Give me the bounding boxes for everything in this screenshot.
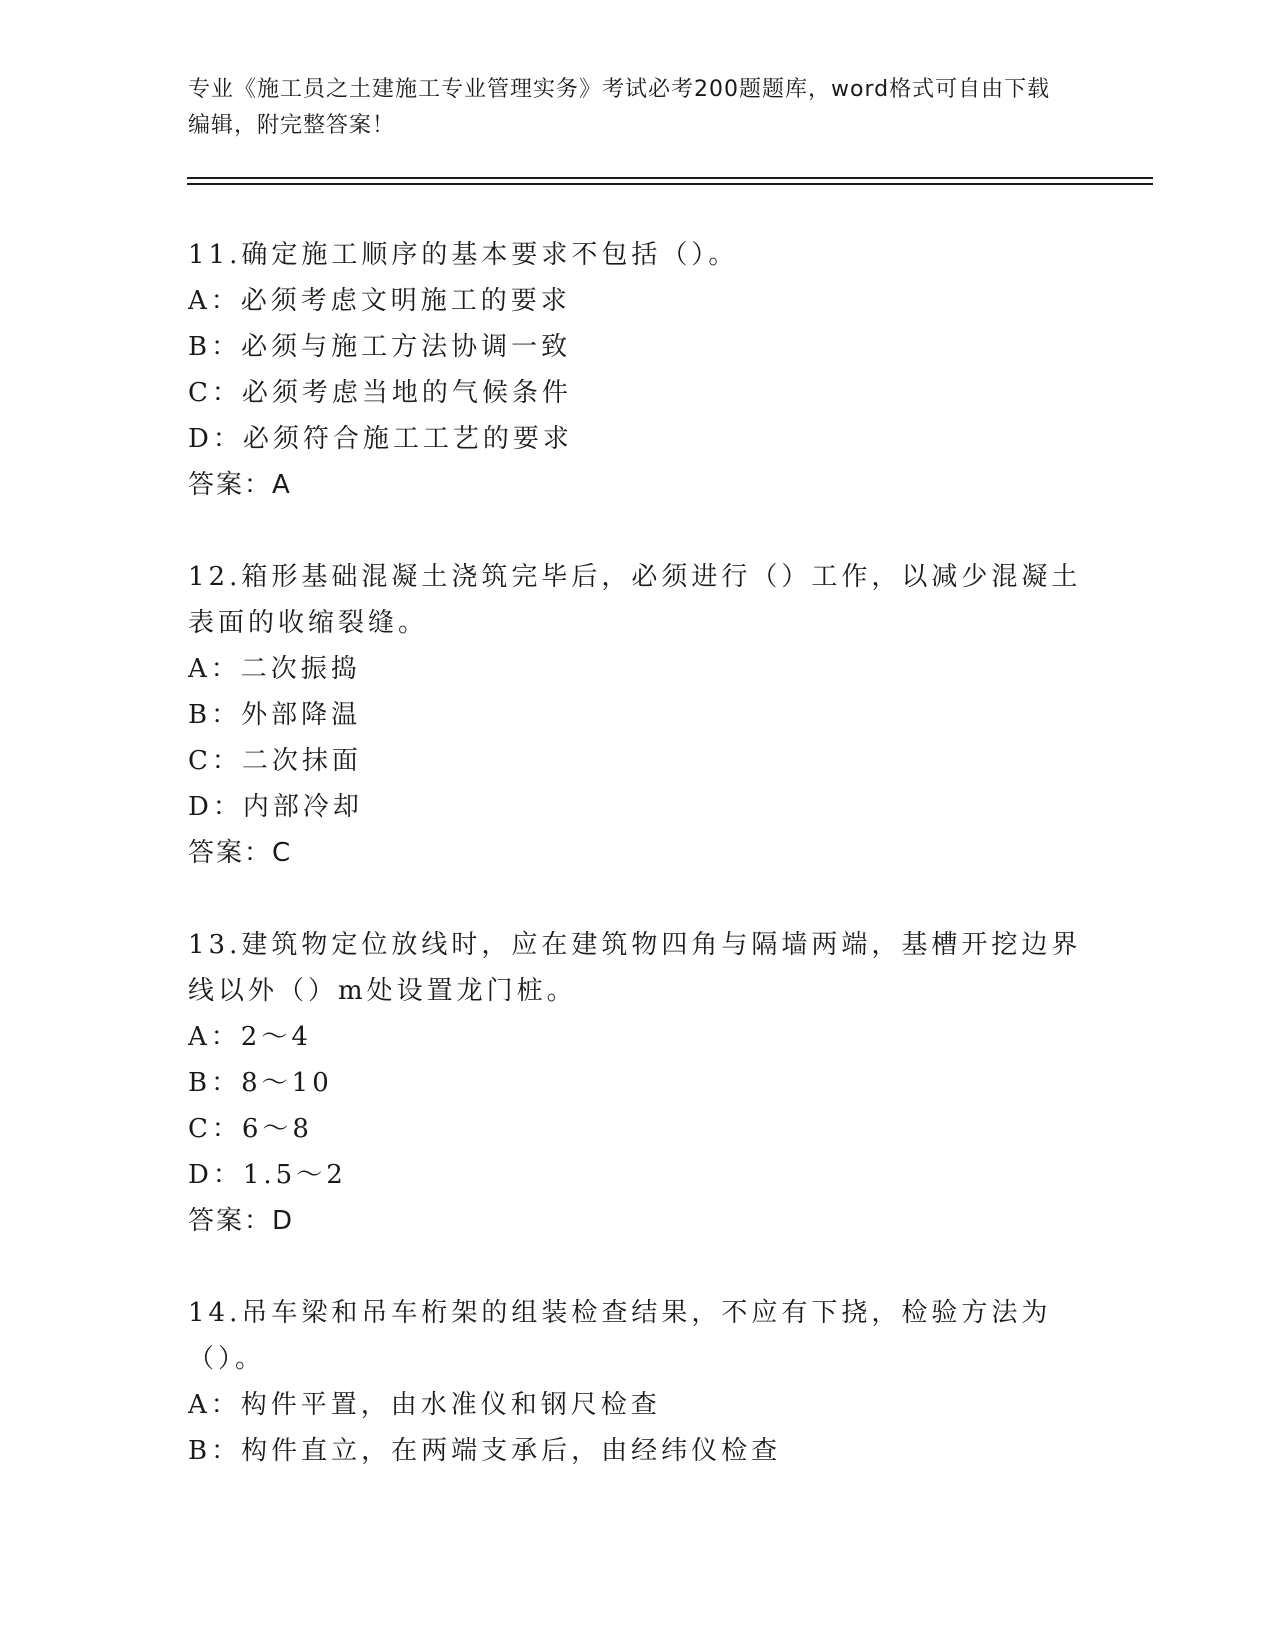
- header-divider-bottom: [187, 183, 1153, 185]
- answer: 答案：D: [188, 1206, 295, 1236]
- option-b: B：外部降温: [188, 700, 362, 730]
- option-a: A：2～4: [188, 1022, 312, 1052]
- option-d: D：必须符合施工工艺的要求: [188, 424, 573, 454]
- option-c: C：6～8: [188, 1114, 313, 1144]
- question-text: 13.建筑物定位放线时，应在建筑物四角与隔墙两端，基槽开挖边界线以外（）m处设置龙门桩。: [188, 930, 1082, 1006]
- answer: 答案：C: [188, 838, 293, 868]
- question-text: 11.确定施工顺序的基本要求不包括（）。: [188, 240, 739, 270]
- option-d: D：内部冷却: [188, 792, 363, 822]
- option-c: C：必须考虑当地的气候条件: [188, 378, 572, 408]
- option-a: A：构件平置，由水准仪和钢尺检查: [188, 1390, 661, 1420]
- question-text: 14.吊车梁和吊车桁架的组装检查结果，不应有下挠，检验方法为（）。: [188, 1298, 1052, 1374]
- option-d: D：1.5～2: [188, 1160, 347, 1190]
- header-divider-top: [187, 177, 1153, 179]
- question-11: [188, 232, 1088, 508]
- option-b: B：构件直立，在两端支承后，由经纬仪检查: [188, 1436, 782, 1466]
- question-text: 12.箱形基础混凝土浇筑完毕后，必须进行（）工作，以减少混凝土表面的收缩裂缝。: [188, 562, 1082, 638]
- option-b: B：必须与施工方法协调一致: [188, 332, 572, 362]
- question-12: [188, 554, 1088, 876]
- question-13: [188, 922, 1088, 1244]
- document-header: 专业《施工员之土建施工专业管理实务》考试必考200题题库，word格式可自由下载编辑，附完整答案！: [188, 77, 1051, 138]
- question-14: [188, 1290, 1088, 1474]
- option-a: A：二次振捣: [188, 654, 361, 684]
- question-list: [188, 232, 1088, 1520]
- option-a: A：必须考虑文明施工的要求: [188, 286, 571, 316]
- answer: 答案：A: [188, 470, 292, 500]
- option-c: C：二次抹面: [188, 746, 362, 776]
- option-b: B：8～10: [188, 1068, 333, 1098]
